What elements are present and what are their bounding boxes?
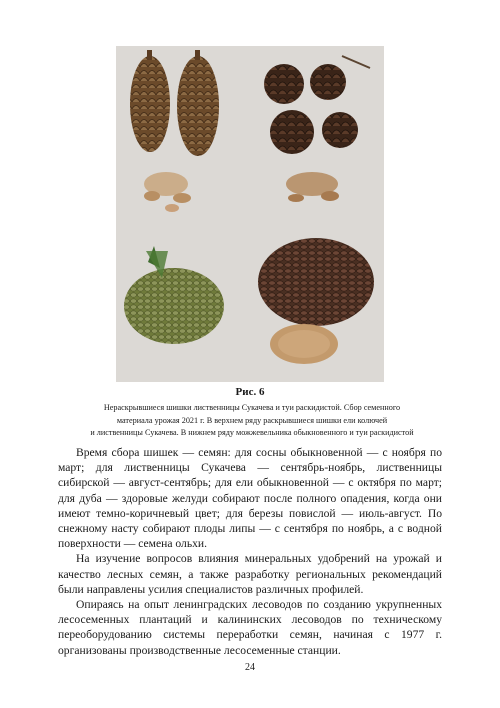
figure-title: Рис. 6 xyxy=(235,386,265,398)
body-text xyxy=(58,445,442,658)
paragraph: На изучение вопросов влияния минеральных удобрений на урожай и качество лесных семян, а также разработку региональных рекомендаций были направлены усилия специалистов различных профилей. xyxy=(58,552,442,596)
page-number: 24 xyxy=(245,662,255,673)
figure-photo xyxy=(116,46,384,382)
paragraph: Время сбора шишек — семян: для сосны обыкновенной — с ноября по март; для лиственницы Сукачева — сентябрь-ноябрь, лиственницы сибирской — август-сентябрь; для ели обыкновенной — с октября по март; для дуба — здоровые желуди собирают после полного опадения, когда они имеют темно-коричневый цвет; для березы повислой — июль-август. По снежному насту собирают плоды липы — с сентября по ноябрь, а с водной поверхности — семена ольхи. xyxy=(58,446,442,551)
caption-line: материала урожая 2021 г. В верхнем ряду раскрывшиеся шишки ели колючей xyxy=(116,415,388,425)
figure-caption xyxy=(58,402,446,440)
paragraph: Опираясь на опыт ленинградских лесоводов по созданию укрупненных лесосеменных плантаций и калининских лесоводов по техническому переоборудованию системы переработки семян, начиная с 1977 г. организованы производственные лесосеменные станции. xyxy=(58,598,442,657)
caption-line: Нераскрывшиеся шишки лиственницы Сукачева и туи раскидистой. Сбор семенного xyxy=(103,403,401,412)
caption-line: и лиственницы Сукачева. В нижнем ряду можжевельника обыкновенного и туи раскидистой xyxy=(90,428,414,438)
seed-cones-photo xyxy=(116,46,384,382)
